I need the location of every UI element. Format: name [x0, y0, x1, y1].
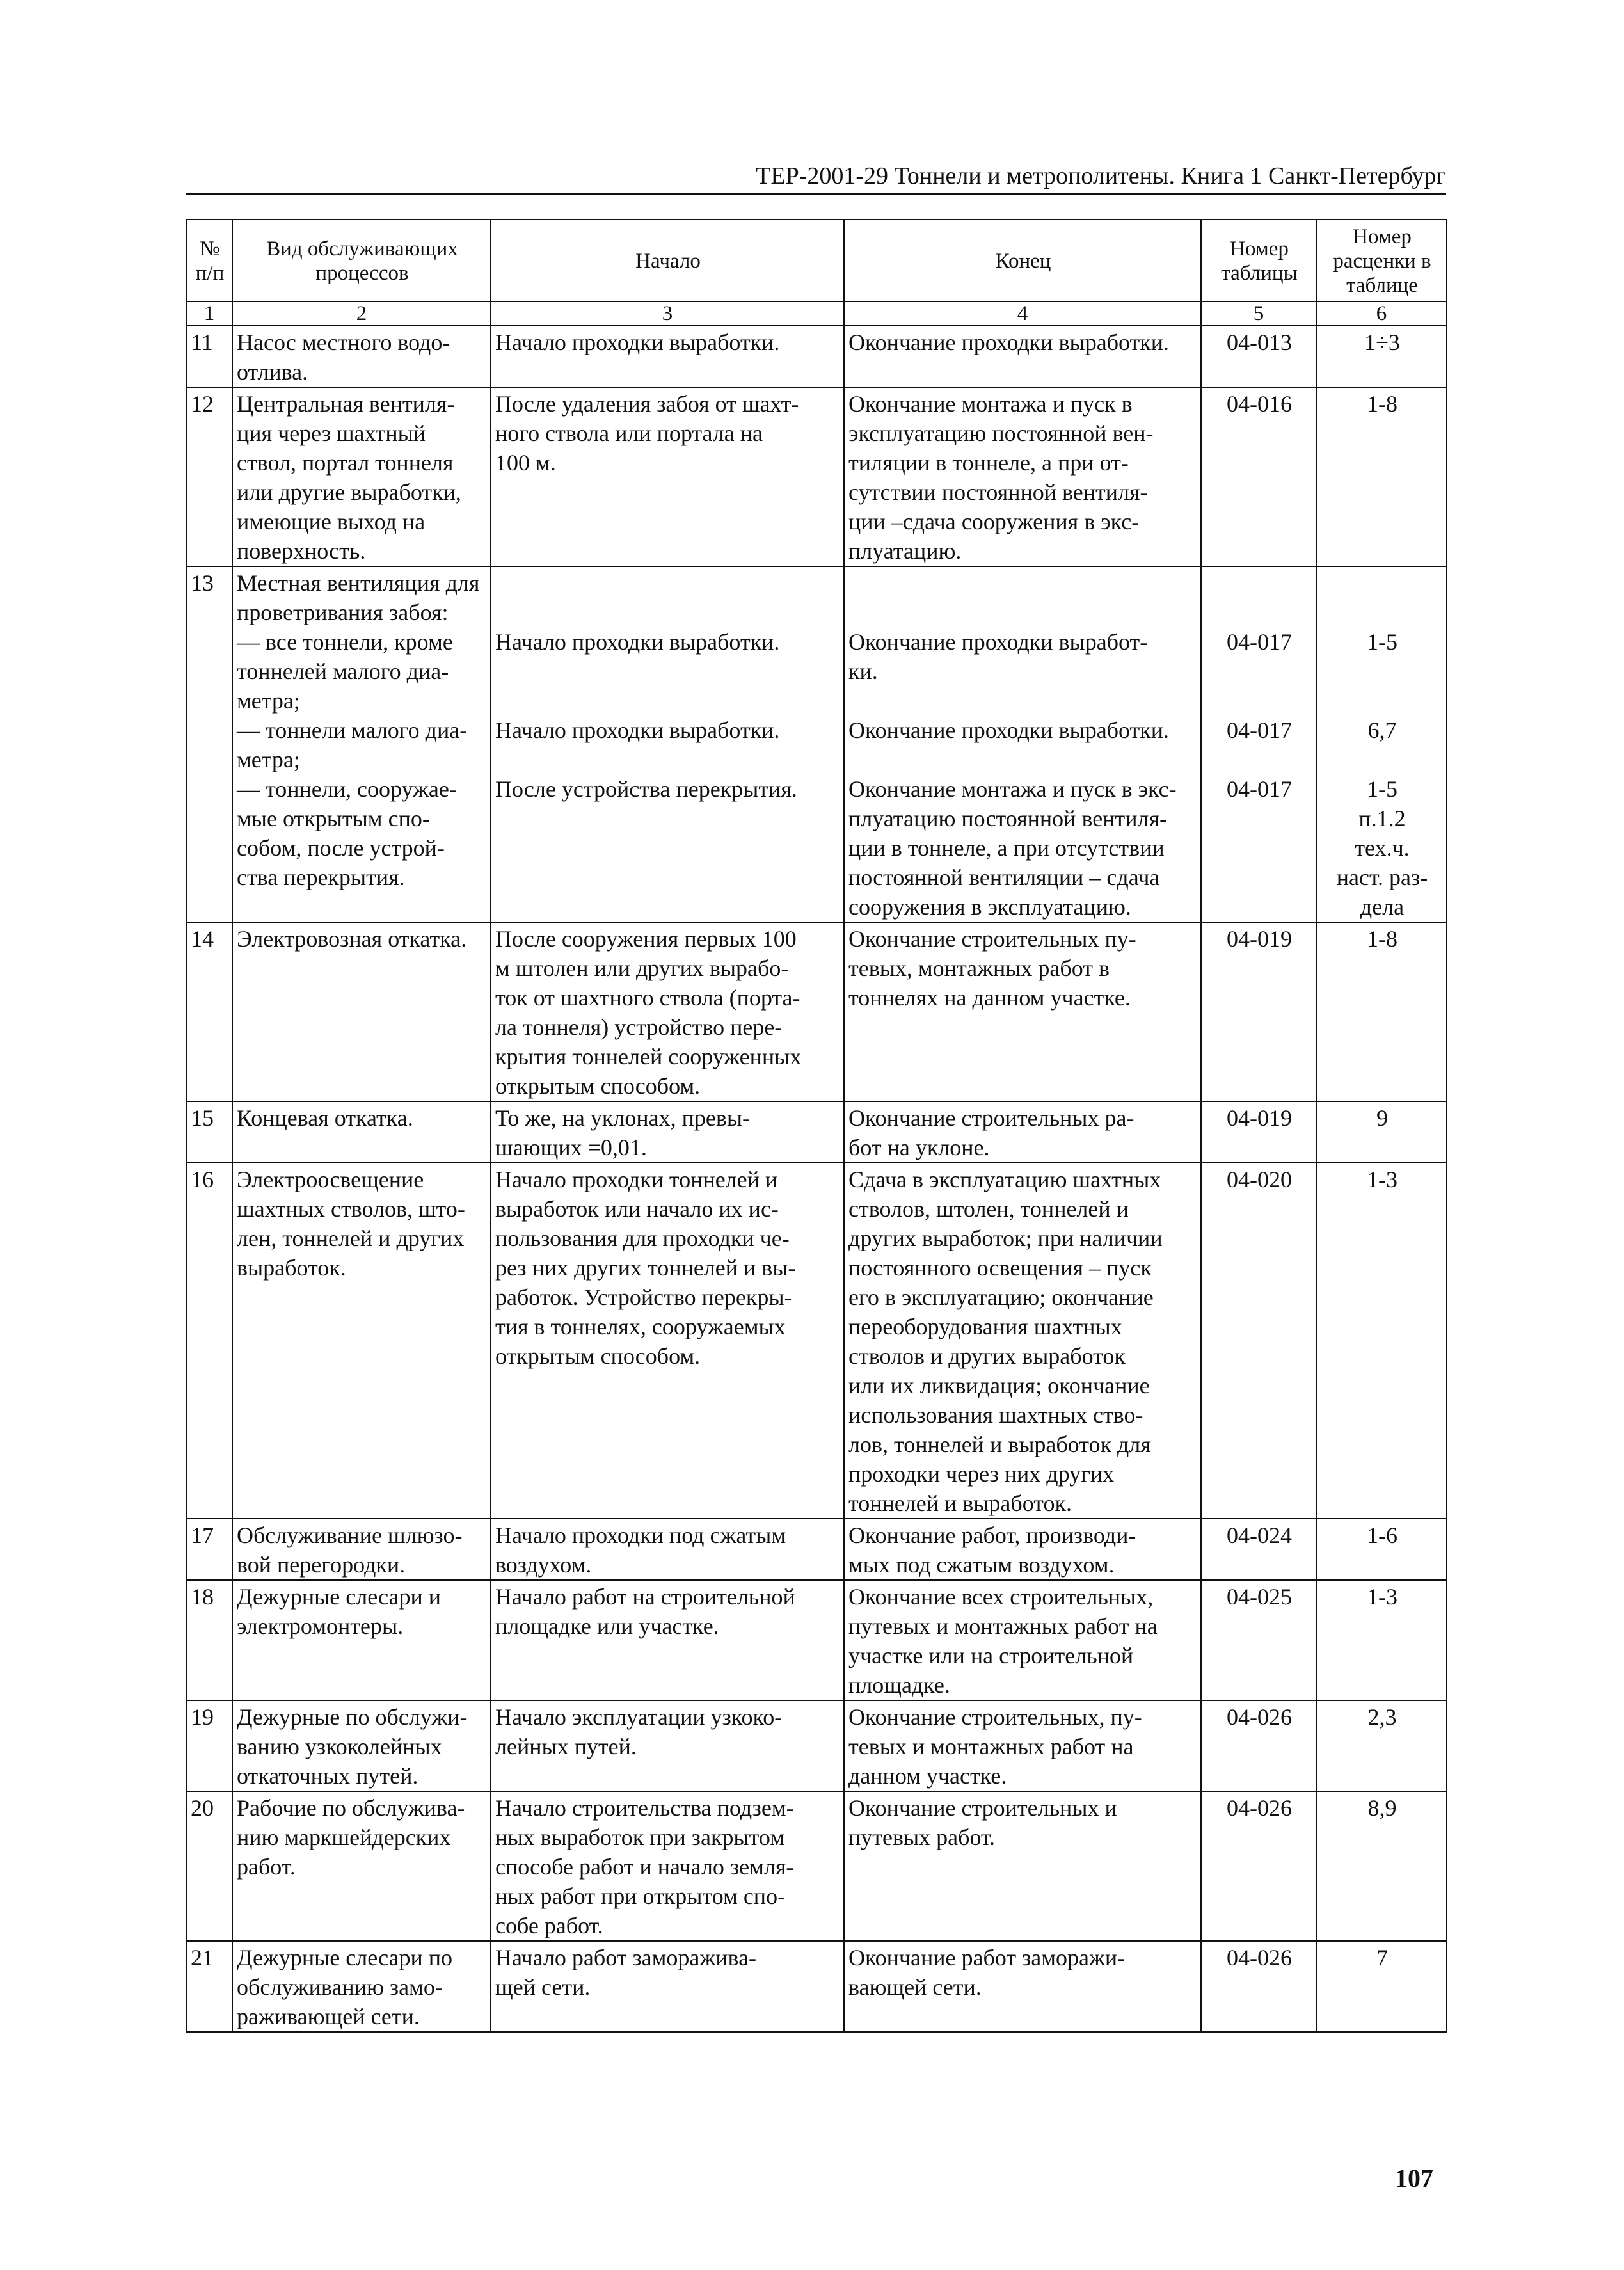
rate-number-cell [1316, 1101, 1447, 1163]
process-type-cell [232, 1163, 491, 1519]
cell-line: ванию узкоколейных [237, 1734, 442, 1759]
cell-line: Начало работ заморажива- [495, 1945, 757, 1970]
cell-line: воздухом. [495, 1552, 592, 1578]
cell-line: использования шахтных ство- [848, 1402, 1143, 1428]
cell-line: Окончание проходки выработки. [848, 717, 1170, 743]
table-row [186, 1163, 1447, 1519]
cell-line: 1-8 [1367, 926, 1397, 952]
cell-line: ции в тоннеле, а при отсутствии [848, 835, 1165, 861]
cell-line: 1-8 [1367, 391, 1397, 417]
table-row [186, 566, 1447, 922]
spacer-line [848, 598, 1198, 627]
service-processes-table [186, 219, 1447, 2033]
cell-line: шахтных стволов, што- [237, 1196, 465, 1222]
cell-line: сутствии постоянной вентиля- [848, 479, 1148, 505]
cell-line: мых под сжатым воздухом. [848, 1552, 1115, 1578]
table-number-cell [1201, 566, 1316, 922]
cell-line: Дежурные слесари и [237, 1584, 442, 1610]
cell-line: плуатацию. [848, 538, 962, 564]
process-type-cell [232, 1941, 491, 2032]
table-number-cell: 04-026 [1201, 1700, 1316, 1791]
end-cell [844, 1519, 1201, 1580]
cell-line: Начало проходки выработки. [495, 629, 780, 655]
cell-line: Окончание проходки выработки. [848, 330, 1170, 355]
cell-line: других выработок; при наличии [848, 1226, 1163, 1251]
cell-line: ных работ при открытом спо- [495, 1883, 786, 1909]
subrow-table-number: 04-017 [1227, 629, 1292, 655]
subrow-block [237, 774, 488, 922]
cell-line: 1÷3 [1364, 330, 1400, 355]
table-row [186, 1941, 1447, 2032]
row-number: 19 [186, 1700, 232, 1791]
row-number: 12 [186, 387, 232, 566]
rate-number-cell [1316, 326, 1447, 387]
col-header-num: № п/п [186, 220, 232, 301]
subrow-table-number: 04-017 [1227, 776, 1292, 802]
cell-line: бот на уклоне. [848, 1135, 990, 1160]
table-number-cell: 04-026 [1201, 1941, 1316, 2032]
cell-line: тевых, монтажных работ в [848, 955, 1110, 981]
process-type-cell [232, 1519, 491, 1580]
table-row [186, 1101, 1447, 1163]
spacer-line [1206, 568, 1313, 598]
table-row [186, 326, 1447, 387]
row-number: 20 [186, 1791, 232, 1941]
cell-line: способе работ и начало земля- [495, 1854, 794, 1880]
cell-line: Дежурные по обслужи- [237, 1704, 468, 1730]
start-cell [491, 387, 844, 566]
cell-line: переоборудования шахтных [848, 1314, 1122, 1339]
cell-line: участке или на строительной [848, 1643, 1134, 1668]
process-type-cell [232, 1580, 491, 1700]
col-header-table-no: Номер таблицы [1201, 220, 1316, 301]
end-cell [844, 1580, 1201, 1700]
start-cell [491, 1101, 844, 1163]
cell-line: 1-3 [1367, 1167, 1397, 1192]
cell-line: проходки через них других [848, 1461, 1115, 1487]
cell-line: Концевая откатка. [237, 1105, 413, 1131]
spacer-line [1321, 598, 1444, 627]
cell-line: щей сети. [495, 1974, 591, 2000]
spacer-line [1206, 598, 1313, 627]
table-number-cell: 04-019 [1201, 922, 1316, 1101]
end-cell [844, 387, 1201, 566]
cell-line: стволов и других выработок [848, 1343, 1126, 1369]
cell-line: После сооружения первых 100 [495, 926, 797, 952]
start-cell [491, 1791, 844, 1941]
cell-line: открытым способом. [495, 1343, 701, 1369]
subrow-block [848, 627, 1198, 715]
table-row [186, 1519, 1447, 1580]
table-row [186, 922, 1447, 1101]
table-row [186, 1580, 1447, 1700]
cell-line: 1-3 [1367, 1584, 1397, 1610]
cell-line: ства перекрытия. [237, 865, 405, 890]
running-header: ТЕР-2001-29 Тоннели и метрополитены. Книга 1 Санкт-Петербург [756, 163, 1446, 189]
process-type-cell [232, 1101, 491, 1163]
cell-line: ция через шахтный [237, 420, 426, 446]
cell-line: 100 м. [495, 450, 556, 476]
cell-line: или другие выработки, [237, 479, 461, 505]
cell-line: рез них других тоннелей и вы- [495, 1255, 796, 1281]
subrow-block [1321, 715, 1444, 774]
end-cell [844, 922, 1201, 1101]
cell-line: Окончание монтажа и пуск в [848, 391, 1133, 417]
rate-number-cell [1316, 1941, 1447, 2032]
cell-line: наст. раз- [1336, 865, 1428, 890]
start-cell [491, 922, 844, 1101]
column-number: 3 [491, 301, 844, 326]
table-number-cell: 04-025 [1201, 1580, 1316, 1700]
column-number: 5 [1201, 301, 1316, 326]
cell-line: тоннелей и выработок. [848, 1491, 1072, 1516]
subrow-block [1321, 774, 1444, 922]
rate-number-cell [1316, 1580, 1447, 1700]
row-number: 18 [186, 1580, 232, 1700]
cell-line: собом, после устрой- [237, 835, 445, 861]
table-number-cell: 04-026 [1201, 1791, 1316, 1941]
cell-line: — тоннели малого диа- [237, 717, 468, 743]
row-number: 11 [186, 326, 232, 387]
cell-line: 1-6 [1367, 1523, 1397, 1548]
subrow-block [495, 627, 841, 715]
cell-line: нию маркшейдерских [237, 1825, 451, 1850]
rate-number-cell [1316, 1163, 1447, 1519]
rate-number-cell [1316, 1519, 1447, 1580]
cell-line: После удаления забоя от шахт- [495, 391, 799, 417]
cell-line: раживающей сети. [237, 2004, 420, 2029]
cell-line: Окончание работ, производи- [848, 1523, 1136, 1548]
table-row [186, 387, 1447, 566]
rate-number-cell [1316, 387, 1447, 566]
cell-line: откаточных путей. [237, 1763, 418, 1789]
cell-line: Центральная вентиля- [237, 391, 455, 417]
cell-line: путевых и монтажных работ на [848, 1613, 1158, 1639]
end-cell [844, 1700, 1201, 1791]
cell-line: Рабочие по обслужива- [237, 1795, 465, 1821]
cell-line: проветривания забоя: [237, 600, 449, 625]
cell-line: Электровозная откатка. [237, 926, 467, 952]
cell-line: 1-5 [1367, 776, 1397, 802]
spacer-line [495, 568, 841, 598]
process-type-cell [232, 1791, 491, 1941]
table-number-cell: 04-020 [1201, 1163, 1316, 1519]
subrow-block [1321, 627, 1444, 715]
cell-line: Окончание строительных, пу- [848, 1704, 1142, 1730]
cell-line: 8,9 [1367, 1795, 1397, 1821]
cell-line: ции –сдача сооружения в экс- [848, 509, 1140, 534]
col-header-end: Конец [844, 220, 1201, 301]
cell-line: Насос местного водо- [237, 330, 450, 355]
start-cell [491, 1163, 844, 1519]
subrow-block [495, 774, 841, 922]
table-header-row [186, 220, 1447, 301]
table-number-cell: 04-019 [1201, 1101, 1316, 1163]
cell-line: постоянного освещения – пуск [848, 1255, 1152, 1281]
table-row [186, 1700, 1447, 1791]
cell-line: Начало работ на строительной [495, 1584, 795, 1610]
spacer-line [1321, 568, 1444, 598]
row-number: 13 [186, 566, 232, 922]
cell-line: крытия тоннелей сооруженных [495, 1044, 802, 1069]
subrow-block [495, 715, 841, 774]
table-row [186, 1791, 1447, 1941]
process-type-cell [232, 326, 491, 387]
cell-line: Окончание строительных и [848, 1795, 1117, 1821]
start-cell [491, 1941, 844, 2032]
end-cell [844, 326, 1201, 387]
cell-line: Окончание проходки выработ- [848, 629, 1148, 655]
column-number: 4 [844, 301, 1201, 326]
cell-line: постоянной вентиляции – сдача [848, 865, 1160, 890]
cell-line: Местная вентиляция для [237, 570, 480, 596]
table-number-cell: 04-016 [1201, 387, 1316, 566]
cell-line: ки. [848, 659, 878, 684]
cell-line: путевых работ. [848, 1825, 996, 1850]
table-number-cell: 04-013 [1201, 326, 1316, 387]
subrow-block [848, 774, 1198, 922]
cell-line: мые открытым спо- [237, 806, 430, 831]
cell-line: 9 [1376, 1105, 1388, 1131]
table-number-cell: 04-024 [1201, 1519, 1316, 1580]
end-cell [844, 1101, 1201, 1163]
rate-number-cell [1316, 922, 1447, 1101]
cell-line: площадке. [848, 1672, 950, 1698]
start-cell [491, 326, 844, 387]
cell-line: плуатацию постоянной вентиля- [848, 806, 1167, 831]
row-number: 21 [186, 1941, 232, 2032]
cell-line: метра; [237, 688, 300, 714]
start-cell [491, 1519, 844, 1580]
cell-line: — тоннели, сооружае- [237, 776, 457, 802]
process-type-cell [232, 387, 491, 566]
spacer-line [848, 568, 1198, 598]
end-cell [844, 566, 1201, 922]
cell-line: шающих =0,01. [495, 1135, 647, 1160]
cell-line: тиляции в тоннеле, а при от- [848, 450, 1129, 476]
rate-number-cell [1316, 1791, 1447, 1941]
column-numbers-row [186, 301, 1447, 326]
page-number: 107 [1395, 2164, 1433, 2193]
column-number: 6 [1316, 301, 1447, 326]
cell-line: 6,7 [1367, 717, 1397, 743]
cell-line: лов, тоннелей и выработок для [848, 1432, 1151, 1457]
col-header-start: Начало [491, 220, 844, 301]
cell-line: отлива. [237, 359, 308, 385]
cell-line: поверхность. [237, 538, 366, 564]
cell-line: собе работ. [495, 1913, 603, 1938]
cell-line: стволов, штолен, тоннелей и [848, 1196, 1129, 1222]
cell-line: тия в тоннелях, сооружаемых [495, 1314, 786, 1339]
cell-line: п.1.2 [1358, 806, 1406, 831]
table-body [186, 326, 1447, 2032]
cell-line: ла тоннеля) устройство пере- [495, 1014, 783, 1040]
cell-line: — все тоннели, кроме [237, 629, 453, 655]
cell-line: имеющие выход на [237, 509, 426, 534]
cell-line: лейных путей. [495, 1734, 637, 1759]
col-header-type: Вид обслуживающих процессов [232, 220, 491, 301]
cell-line: обслуживанию замо- [237, 1974, 443, 2000]
cell-line: тех.ч. [1355, 835, 1410, 861]
cell-line: дела [1360, 894, 1405, 920]
cell-line: его в эксплуатацию; окончание [848, 1284, 1154, 1310]
cell-line: 2,3 [1367, 1704, 1397, 1730]
header-rule [186, 193, 1446, 195]
row-number: 17 [186, 1519, 232, 1580]
subrow-table-number: 04-017 [1227, 717, 1292, 743]
cell-line: Окончание строительных ра- [848, 1105, 1134, 1131]
subrow-block [848, 715, 1198, 774]
cell-line: пользования для проходки че- [495, 1226, 790, 1251]
cell-line: электромонтеры. [237, 1613, 404, 1639]
column-number: 2 [232, 301, 491, 326]
cell-line: тоннелях на данном участке. [848, 985, 1131, 1011]
cell-line: Начало проходки выработки. [495, 717, 780, 743]
cell-line: выработок. [237, 1255, 346, 1281]
cell-line: Обслуживание шлюзо- [237, 1523, 463, 1548]
cell-line: открытым способом. [495, 1073, 701, 1099]
rate-number-cell [1316, 1700, 1447, 1791]
process-type-cell [232, 1700, 491, 1791]
start-cell [491, 566, 844, 922]
cell-line: ствол, портал тоннеля [237, 450, 454, 476]
cell-line: лен, тоннелей и других [237, 1226, 465, 1251]
spacer-line [495, 598, 841, 627]
cell-line: 7 [1376, 1945, 1388, 1970]
rate-number-cell [1316, 566, 1447, 922]
cell-line: Окончание всех строительных, [848, 1584, 1154, 1610]
cell-line: После устройства перекрытия. [495, 776, 797, 802]
process-type-cell [232, 566, 491, 922]
cell-line: тоннелей малого диа- [237, 659, 449, 684]
subrow-block [237, 627, 488, 715]
start-cell [491, 1580, 844, 1700]
col-header-rate-no: Номер расценки в таблице [1316, 220, 1447, 301]
end-cell [844, 1941, 1201, 2032]
cell-line: ных выработок при закрытом [495, 1825, 784, 1850]
cell-line: вающей сети. [848, 1974, 982, 2000]
cell-line: 1-5 [1367, 629, 1397, 655]
subrow-block [237, 715, 488, 774]
cell-line: сооружения в эксплуатацию. [848, 894, 1131, 920]
cell-line: ного ствола или портала на [495, 420, 763, 446]
row-number: 15 [186, 1101, 232, 1163]
cell-line: метра; [237, 747, 300, 772]
end-cell [844, 1163, 1201, 1519]
start-cell [491, 1700, 844, 1791]
cell-line: Начало строительства подзем- [495, 1795, 794, 1821]
column-number: 1 [186, 301, 232, 326]
cell-line: Начало проходки выработки. [495, 330, 780, 355]
cell-line: Окончание работ заморажи- [848, 1945, 1126, 1970]
cell-line: площадке или участке. [495, 1613, 719, 1639]
cell-line: Начало проходки под сжатым [495, 1523, 786, 1548]
cell-line: Начало эксплуатации узкоко- [495, 1704, 783, 1730]
cell-line: работок. Устройство перекры- [495, 1284, 792, 1310]
row-number: 14 [186, 922, 232, 1101]
row-number: 16 [186, 1163, 232, 1519]
cell-line: Окончание строительных пу- [848, 926, 1136, 952]
cell-line: То же, на уклонах, превы- [495, 1105, 751, 1131]
cell-line: данном участке. [848, 1763, 1007, 1789]
cell-line: вой перегородки. [237, 1552, 406, 1578]
cell-line: Начало проходки тоннелей и [495, 1167, 778, 1192]
cell-line: выработок или начало их ис- [495, 1196, 779, 1222]
cell-line: или их ликвидация; окончание [848, 1373, 1150, 1398]
cell-line: Дежурные слесари по [237, 1945, 453, 1970]
cell-line: Сдача в эксплуатацию шахтных [848, 1167, 1161, 1192]
end-cell [844, 1791, 1201, 1941]
cell-line: эксплуатацию постоянной вен- [848, 420, 1154, 446]
cell-line: Электроосвещение [237, 1167, 424, 1192]
process-type-cell [232, 922, 491, 1101]
cell-line: тевых и монтажных работ на [848, 1734, 1134, 1759]
cell-line: работ. [237, 1854, 296, 1880]
cell-line: м штолен или других вырабо- [495, 955, 789, 981]
cell-line: ток от шахтного ствола (порта- [495, 985, 800, 1011]
cell-line: Окончание монтажа и пуск в экс- [848, 776, 1177, 802]
